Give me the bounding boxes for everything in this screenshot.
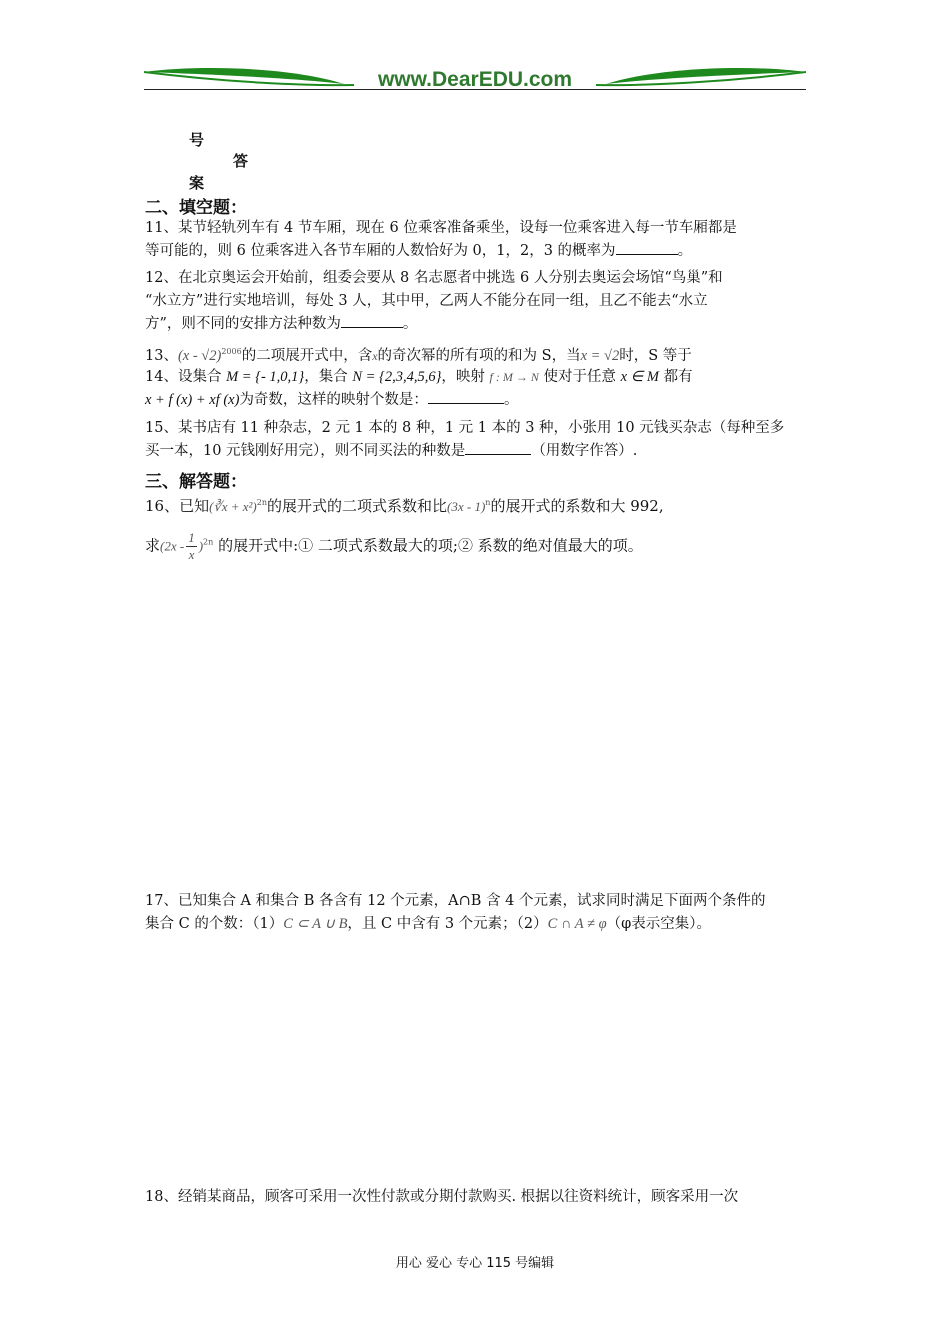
question-12 <box>145 267 810 336</box>
header-rule <box>144 89 806 90</box>
question-18 <box>145 1186 810 1209</box>
q14-line1: 14、设集合 M = {- 1,0,1}，集合 N = {2,3,4,5,6}，映射 f : M → N 使对于任意 x ∈ M 都有 <box>145 369 693 385</box>
fraction-1-over-x: $\frac{1}{x}$ <box>188 530 195 562</box>
section-title-solutions: 三、解答题： <box>145 472 247 492</box>
site-name: www.DearEDU.com <box>377 68 573 91</box>
question-14 <box>145 366 810 412</box>
answer-blank <box>428 389 504 404</box>
question-16 <box>145 491 810 519</box>
answer-blank <box>616 240 678 255</box>
question-15 <box>145 417 810 463</box>
vertical-label-2: 答 <box>233 152 249 170</box>
q16-line1: 16、已知(∛x + x²)$^{2n}$的展开式的二项式系数和比(3x - 1)$^n$的展开式的系数和大 992, <box>145 497 664 515</box>
q11-line2: 等可能的，则 6 位乘客进入各节车厢的人数恰好为 0，1，2，3 的概率为 。 <box>145 240 810 263</box>
answer-blank <box>465 440 531 455</box>
question-17 <box>145 890 810 936</box>
q12-line3: 方”，则不同的安排方法种数为 。 <box>145 313 810 336</box>
page-footer: 用心 爱心 专心 115 号编辑 <box>395 1256 555 1271</box>
q15-line1: 15、某书店有 11 种杂志，2 元 1 本的 8 种，1 元 1 本的 3 种，小张用 10 元钱买杂志（每种至多 <box>145 420 785 436</box>
question-16-line2: 求(2x - $\frac{1}{x}$ )$^{2n}$ 的展开式中:① 二项式系数最大的项;② 系数的绝对值最大的项。 <box>145 530 643 562</box>
answer-blank <box>341 313 403 328</box>
q18-line1: 18、经销某商品，顾客可采用一次性付款或分期付款购买. 根据以往资料统计，顾客采用一次 <box>145 1189 739 1205</box>
section-title-fill-blank: 二、填空题： <box>145 198 247 218</box>
q12-line2: “水立方”进行实地培训，每处 3 人，其中甲，乙两人不能分在同一组，且乙不能去“水立 <box>145 293 708 309</box>
q14-line2: x + f (x) + xf (x)为奇数，这样的映射个数是： 。 <box>145 389 810 412</box>
q17-line2: 集合 C 的个数：（1）C ⊂ A ∪ B，且 C 中含有 3 个元素；（2）C ∩ A ≠ φ（φ表示空集）。 <box>145 916 712 932</box>
question-11 <box>145 217 810 263</box>
vertical-label-3: 案 <box>189 174 205 192</box>
q15-line2: 买一本，10 元钱刚好用完），则不同买法的种数是 （用数字作答）. <box>145 440 810 463</box>
q17-line1: 17、已知集合 A 和集合 B 各含有 12 个元素，A∩B 含 4 个元素，试求同时满足下面两个条件的 <box>145 893 766 909</box>
header-logo <box>144 60 806 96</box>
question-13: 13、(x - √2)$^{2006}$的二项展开式中，含x的奇次幂的所有项的和为 S，当x = √2时，S 等于 <box>145 347 692 364</box>
q11-line1: 11、某节轻轨列车有 4 节车厢，现在 6 位乘客准备乘坐，设每一位乘客进入每一节车厢都是 <box>145 220 737 236</box>
q12-line1: 12、在北京奥运会开始前，组委会要从 8 名志愿者中挑选 6 人分别去奥运会场馆“鸟巢”和 <box>145 270 723 286</box>
vertical-label-1: 号 <box>189 131 205 149</box>
